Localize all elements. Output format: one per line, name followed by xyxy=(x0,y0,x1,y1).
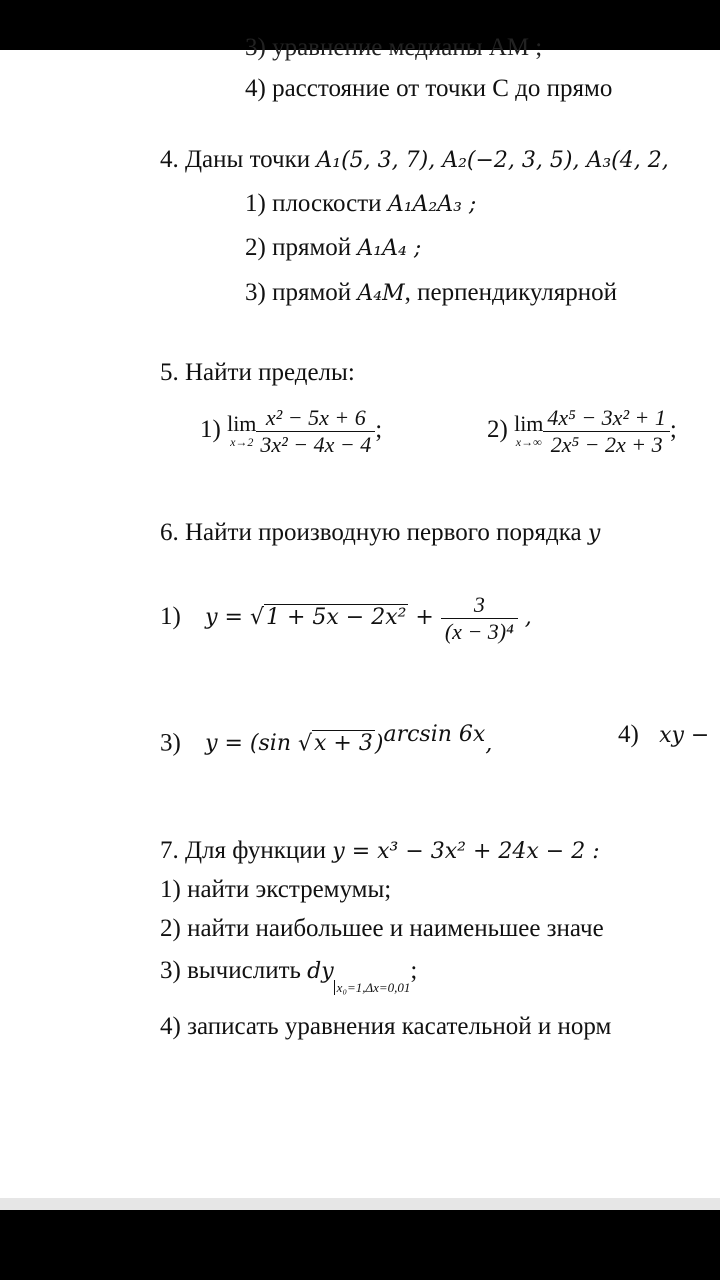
limit-1-numerator: x² − 5x + 6 xyxy=(256,405,375,432)
limit-1-fraction xyxy=(256,405,375,458)
expr1-radical: √ xyxy=(249,605,264,630)
expr1-sqrt: 1 + 5x − 2x² xyxy=(265,605,407,630)
task4-prefix: 4. Даны точки xyxy=(160,146,311,173)
expr3-sqrt: x + 3 xyxy=(314,731,373,757)
limit-1-lim: lim xyxy=(227,411,257,437)
task4-item3-text: 3) прямой xyxy=(245,279,352,306)
task6-expr4 xyxy=(618,720,709,751)
limit-2-fraction xyxy=(543,405,669,458)
task7-item3 xyxy=(160,956,417,1003)
task7-item1: 1) найти экстремумы; xyxy=(160,876,392,903)
expr1-end: , xyxy=(517,605,532,630)
task4-item1 xyxy=(245,189,476,220)
expr3-exponent: arcsin 6x xyxy=(383,722,486,747)
expr3-left: y = (sin xyxy=(205,731,298,757)
expr1-numerator: 3 xyxy=(441,592,518,619)
limit-1-sub: x→2 xyxy=(230,435,254,450)
task7-function: y = x³ − 3x² + 24x − 2 : xyxy=(332,839,600,864)
expr3-label: 3) xyxy=(160,729,181,757)
task4-item1-text: 1) плоскости xyxy=(245,190,382,217)
expr4-expr: xy − xyxy=(659,723,710,748)
expr3-radical: √ xyxy=(298,731,313,757)
document-page xyxy=(0,34,720,1198)
limit-1-label: 1) xyxy=(200,416,221,443)
task6-title xyxy=(160,518,600,549)
task7-item3-math: dy xyxy=(307,959,334,984)
task4-item2-text: 2) прямой xyxy=(245,234,352,261)
task6-title-text: 6. Найти производную первого порядка xyxy=(160,519,582,546)
task4-item3-tail: , перпендикулярной xyxy=(404,279,617,306)
task7-prefix: 7. Для функции xyxy=(160,837,327,864)
task7-item2: 2) найти наибольшее и наименьшее значе xyxy=(160,915,604,942)
expr3-end: , xyxy=(485,731,493,757)
task4-heading xyxy=(160,145,669,176)
limit-2-lim: lim xyxy=(514,411,544,437)
limit-2-operator xyxy=(514,413,543,449)
limit-2-numerator: 4x⁵ − 3x² + 1 xyxy=(543,405,669,432)
limit-1-end: ; xyxy=(375,416,383,443)
expr1-label: 1) xyxy=(160,603,181,630)
task7-heading xyxy=(160,836,600,867)
cut-off-line: 3) уравнение медианы AM ; xyxy=(245,34,543,61)
expr1-denominator: (x − 3)⁴ xyxy=(444,618,514,644)
task6-title-tail: y xyxy=(587,521,601,546)
limit-2-sub: x→∞ xyxy=(515,435,542,450)
limit-1 xyxy=(200,400,382,470)
task7-item3-sub: x₀=1,Δx=0,01 xyxy=(334,980,411,995)
limit-2-label: 2) xyxy=(487,416,508,443)
limit-1-denominator: 3x² − 4x − 4 xyxy=(260,431,372,457)
limit-2 xyxy=(487,400,677,470)
task7-item4: 4) записать уравнения касательной и норм xyxy=(160,1013,612,1040)
limit-2-denominator: 2x⁵ − 2x + 3 xyxy=(550,431,663,457)
task6-expr3 xyxy=(160,720,492,759)
task4-item2-math: A₁A₄ ; xyxy=(357,236,422,261)
task5-title: 5. Найти пределы: xyxy=(160,359,355,386)
limit-1-operator xyxy=(227,413,256,449)
task4-item3-math: A₄M xyxy=(357,281,405,306)
page-bottom-divider xyxy=(0,1198,720,1210)
bottom-black-area xyxy=(0,1210,720,1280)
limit-2-end: ; xyxy=(669,416,677,443)
expr1-left: y = xyxy=(205,605,250,630)
task4-points: A₁(5, 3, 7), A₂(−2, 3, 5), A₃(4, 2, xyxy=(316,148,669,173)
expr3-right: ) xyxy=(374,731,384,757)
task3-item4: 4) расстояние от точки C до прямо xyxy=(245,75,613,102)
expr4-label: 4) xyxy=(618,721,639,748)
task4-item1-math: A₁A₂A₃ ; xyxy=(387,192,477,217)
task7-item3-text: 3) вычислить xyxy=(160,957,301,984)
expr1-fraction xyxy=(441,592,518,645)
expr1-plus: + xyxy=(408,605,441,630)
task4-item3 xyxy=(245,278,617,309)
task7-item3-end: ; xyxy=(410,957,418,984)
task4-item2 xyxy=(245,233,421,264)
task6-expr1 xyxy=(160,582,532,662)
